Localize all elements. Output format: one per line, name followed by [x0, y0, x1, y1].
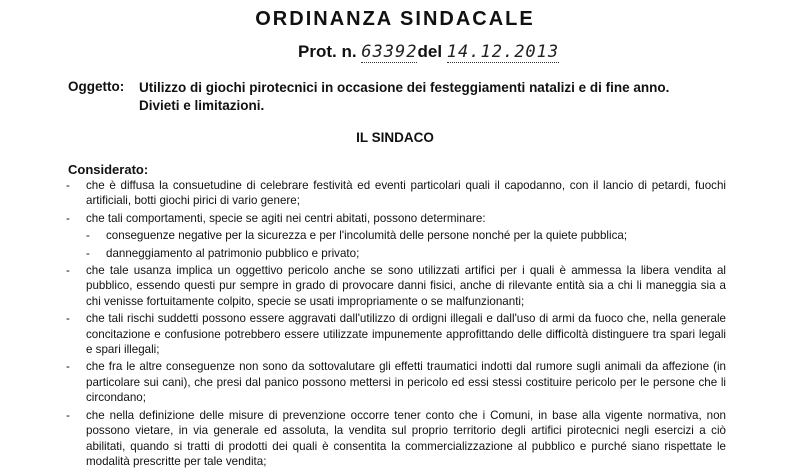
list-item-text: che nella definizione delle misure di prevenzione occorre tener conto che i Comuni, in base alla vigente normativa, non possono vietare, in via generale ed assoluta, la vendita sul proprio territorio degli artifici pirotecnici negli esercizi a ciò abilitati, quando si tratti di prodotti dei quali è consentita la commercializzazione al pubblico e purché siano rispettate le modalità prescritte per tale vendita;	[86, 408, 726, 468]
sub-list-item	[66, 246, 726, 261]
protocol-date: 14.12.2013	[446, 42, 560, 62]
section-heading: IL SINDACO	[356, 130, 434, 145]
protocol-prefix: Prot. n.	[298, 42, 357, 61]
list-item	[66, 178, 726, 209]
protocol-line	[298, 42, 559, 62]
sub-list-item-text: conseguenze negative per la sicurezza e per l'incolumità delle persone nonché per la quiete pubblica;	[106, 229, 628, 243]
considerato-label: Considerato:	[68, 162, 149, 177]
list-item-text: che tali comportamenti, specie se agiti nei centri abitati, possono determinare:	[86, 211, 486, 225]
bullet-dash: -	[86, 246, 90, 260]
bullet-dash: -	[66, 179, 70, 192]
list-item	[66, 263, 726, 309]
list-item-text: che fra le altre conseguenze non sono da sottovalutare gli effetti traumatici indotti dal rumore sugli animali da affezione (in particolare sui cani), che presi dal panico possono mettersi in pericolo ed essi stessi costituire pericolo per le persone che li circondano;	[86, 360, 726, 405]
protocol-number: 63392	[361, 42, 418, 62]
sub-list-item-text: danneggiamento al patrimonio pubblico e privato;	[106, 246, 360, 260]
document-title: ORDINANZA SINDACALE	[255, 8, 535, 30]
list-item-text: che tale usanza implica un oggettivo pericolo anche se sono utilizzati artifici per i quali è ammessa la libera vendita al pubblico, essendo questi pur sempre in grado di provocare danni fisici, anche di rilevante entità sia a chi li maneggia sia a chi venisse fortuitamente colpito, specie se usati impropriamente o se malfunzionanti;	[86, 264, 726, 308]
bullet-dash: -	[66, 312, 70, 326]
list-item	[66, 211, 726, 226]
oggetto-text	[139, 79, 739, 115]
bullet-dash: -	[66, 408, 70, 422]
sub-list-item	[66, 228, 726, 243]
protocol-del: del	[417, 42, 443, 61]
oggetto-line-1: Utilizzo di giochi pirotecnici in occasione dei festeggiamenti natalizi e di fine anno.	[139, 80, 670, 95]
bullet-dash: -	[86, 229, 90, 243]
bullet-dash: -	[66, 360, 70, 374]
oggetto-label: Oggetto:	[68, 79, 125, 94]
considerato-list	[66, 178, 726, 469]
list-item	[66, 311, 726, 357]
list-item-text: che è diffusa la consuetudine di celebrare festività ed eventi particolari quali il capodanno, con il lancio di petardi, fuochi artificiali, botti giochi pirici di vario genere;	[86, 179, 726, 208]
bullet-dash: -	[66, 211, 70, 225]
oggetto-line-2: Divieti e limitazioni.	[139, 98, 265, 113]
bullet-dash: -	[66, 264, 70, 278]
list-item-text: che tali rischi suddetti possono essere aggravati dall'utilizzo di ordigni illegali e dall'uso di armi da fuoco che, nella generale concitazione e confusione potrebbero essere utilizzate impunemente approfittando delle difficoltà distinguere tra spari legali e spari illegali;	[86, 312, 726, 357]
list-item	[66, 359, 726, 405]
